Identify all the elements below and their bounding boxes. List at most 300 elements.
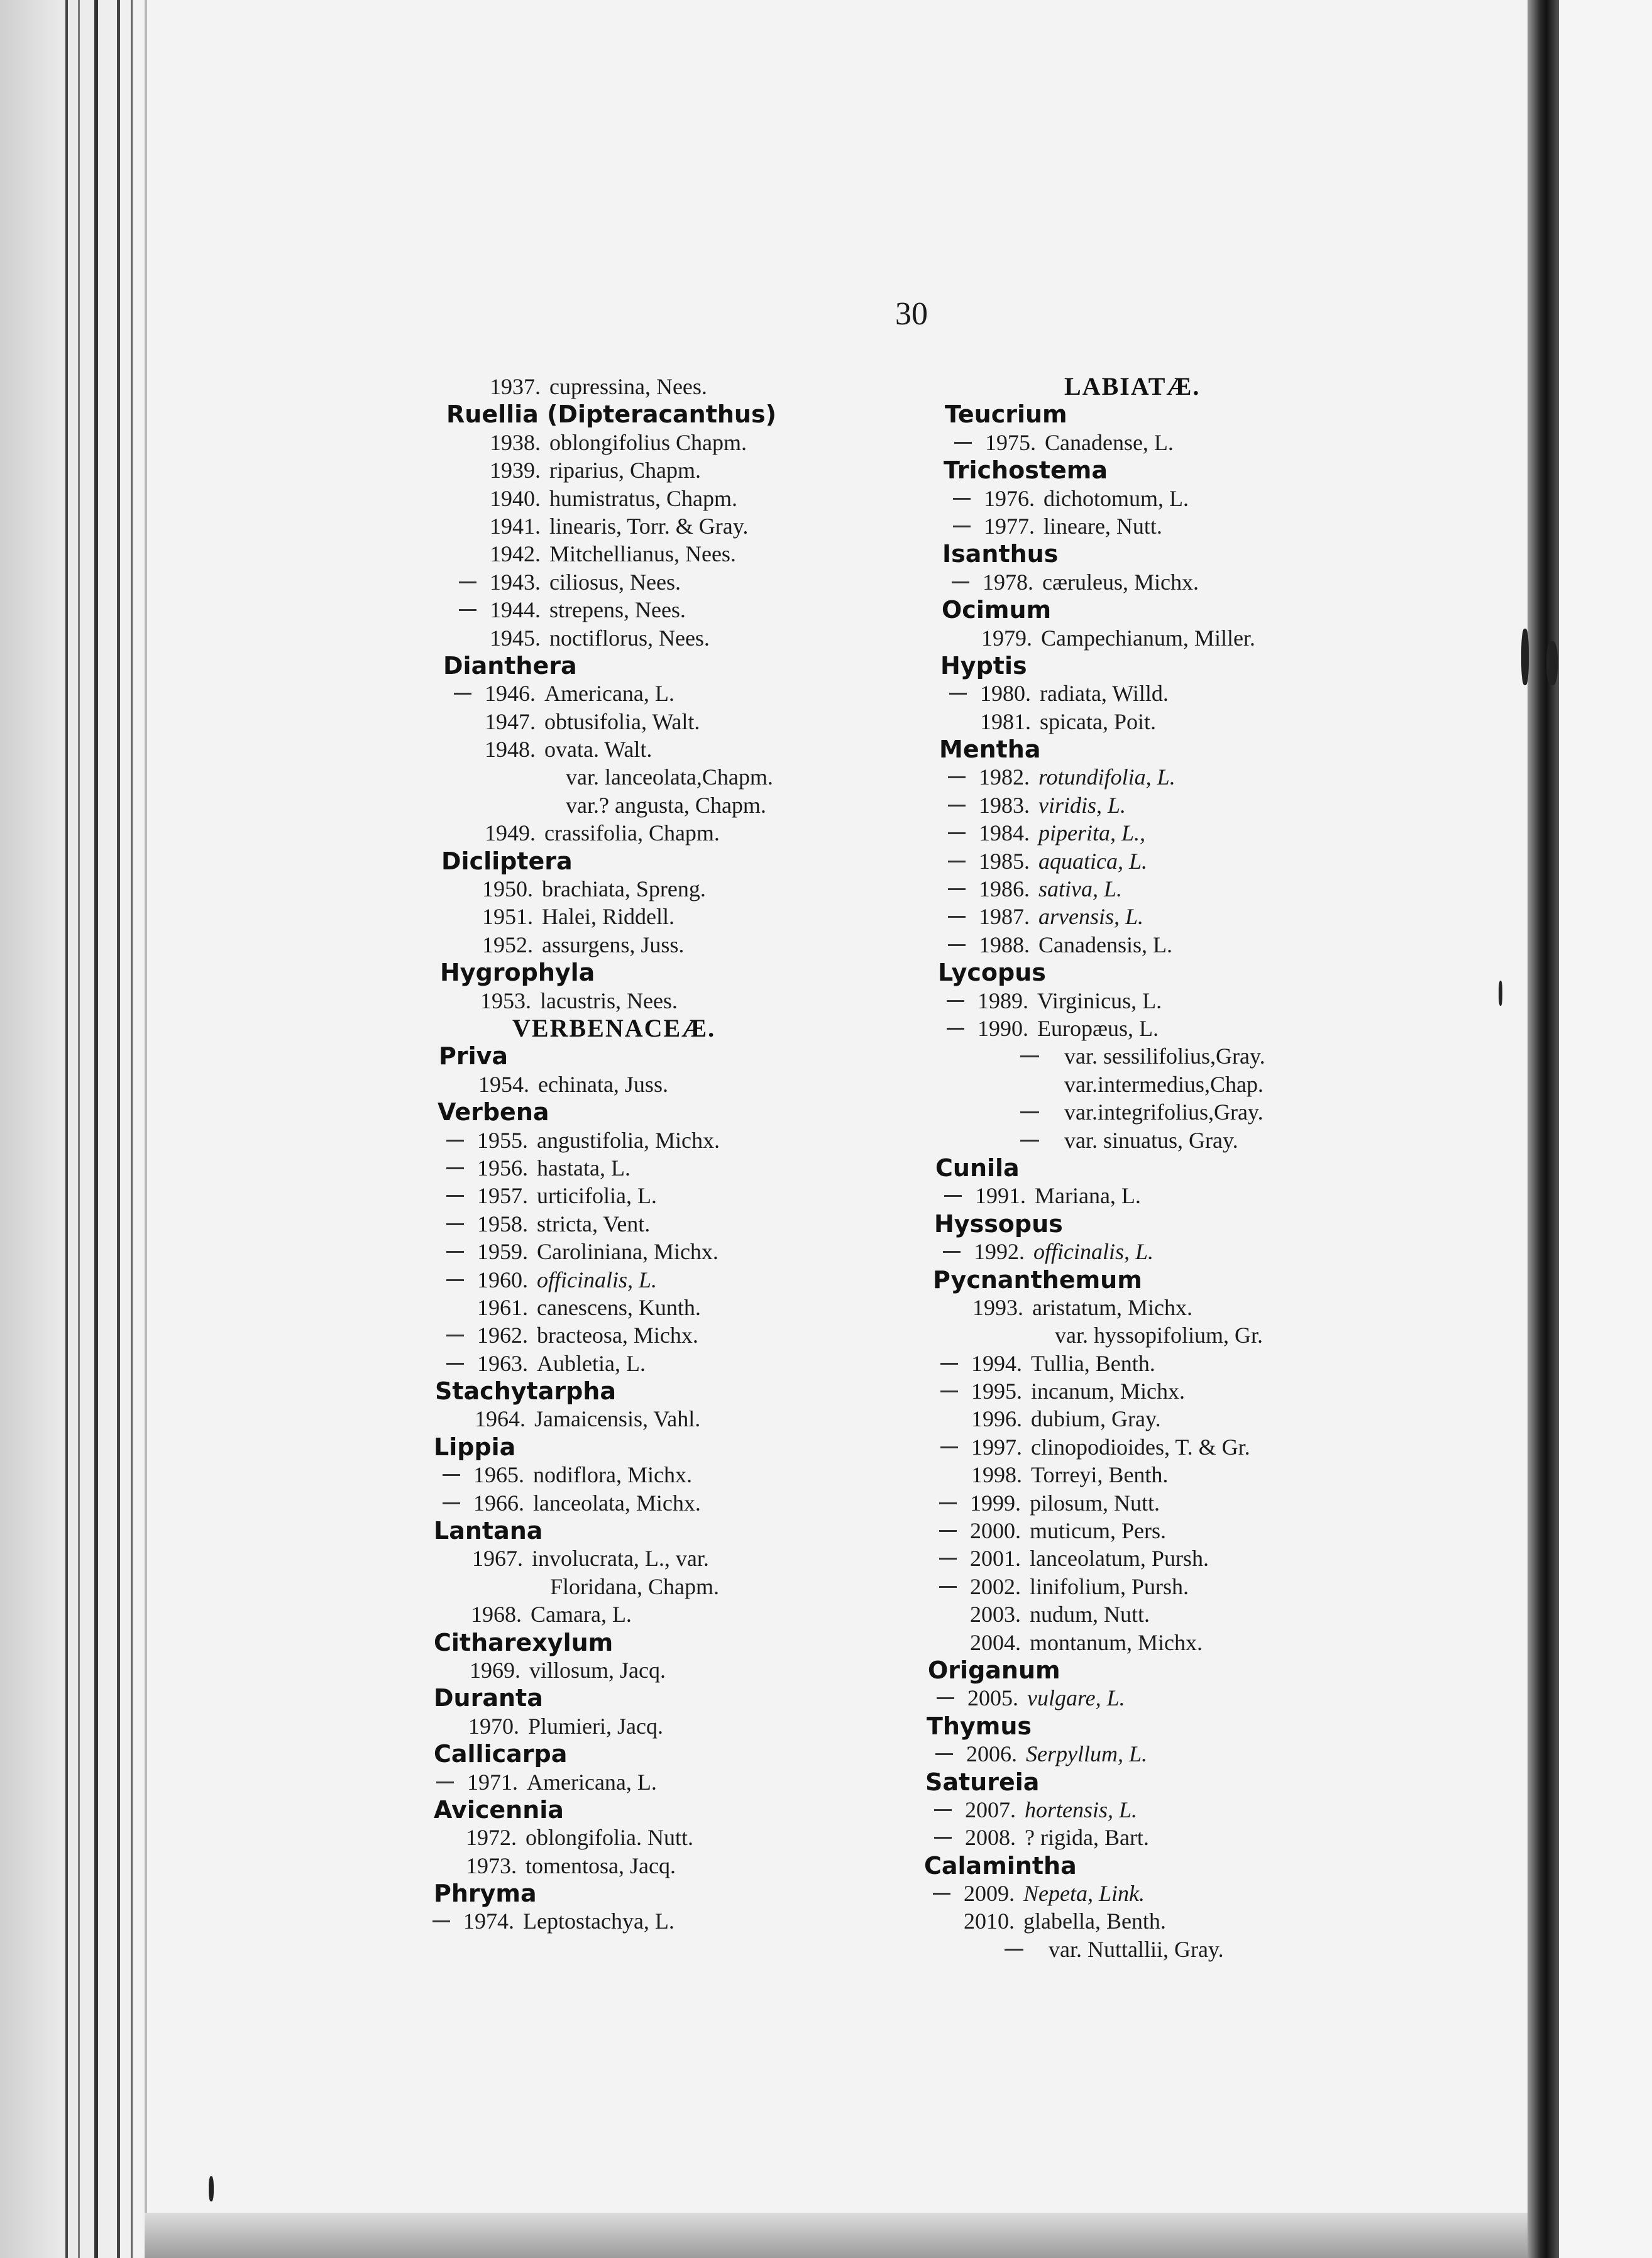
species-entry — [923, 1294, 1401, 1321]
species-number: 1999. — [970, 1490, 1021, 1516]
species-entry — [923, 1182, 1401, 1209]
species-name: lanceolatum, Pursh. — [1030, 1546, 1209, 1572]
page-edge-line — [94, 0, 98, 2258]
species-name: vulgare, L. — [1027, 1685, 1125, 1711]
species-name: bracteosa, Michx. — [537, 1323, 698, 1348]
species-name: ciliosus, Nees. — [549, 569, 681, 595]
species-entry — [434, 819, 911, 847]
variety-name: var. sinuatus, Gray. — [1064, 1127, 1238, 1153]
left-column — [434, 373, 911, 1936]
species-number: 1997. — [971, 1434, 1022, 1460]
family-heading: VERBENACEÆ. — [512, 1013, 716, 1042]
species-name: piperita, L., — [1038, 820, 1146, 846]
species-entry — [434, 1154, 911, 1182]
check-mark — [939, 1502, 957, 1504]
species-entry — [923, 763, 1401, 791]
species-name: Torreyi, Benth. — [1031, 1462, 1169, 1488]
species-number: 1939. — [490, 458, 541, 483]
species-number: 1978. — [983, 569, 1033, 595]
species-number: 1970. — [468, 1713, 519, 1739]
check-mark — [952, 581, 969, 583]
species-entry — [923, 1015, 1401, 1042]
page-bottom-shadow — [145, 2213, 1528, 2258]
species-name: Campechianum, Miller. — [1041, 625, 1255, 651]
species-entry — [923, 1545, 1401, 1572]
species-number: 1946. — [485, 681, 536, 707]
variety-name: Floridana, Chapm. — [550, 1573, 719, 1599]
species-number: 1969. — [470, 1657, 520, 1683]
species-entry — [434, 1294, 911, 1321]
genus-heading: Calamintha — [924, 1851, 1077, 1880]
page-edge-line — [131, 0, 133, 2258]
species-number: 1945. — [490, 625, 541, 651]
species-number: 2006. — [966, 1741, 1017, 1767]
species-number: 1967. — [472, 1546, 523, 1572]
check-mark — [954, 442, 972, 444]
check-mark — [446, 1167, 464, 1169]
species-entry — [434, 1656, 911, 1684]
check-mark — [446, 1363, 464, 1365]
species-name: Jamaicensis, Vahl. — [534, 1406, 701, 1432]
species-entry — [434, 429, 911, 456]
species-entry — [923, 1600, 1401, 1628]
species-name: aquatica, L. — [1038, 848, 1148, 874]
variety-name: var. hyssopifolium, Gr. — [1055, 1323, 1263, 1348]
genus-heading: Dianthera — [443, 651, 577, 680]
species-name: oblongifolia. Nutt. — [526, 1825, 693, 1851]
species-entry — [434, 987, 911, 1015]
species-entry — [923, 1433, 1401, 1461]
variety-name: var.intermedius,Chap. — [1064, 1071, 1264, 1097]
species-name: nudum, Nutt. — [1030, 1602, 1150, 1627]
genus-heading: Lantana — [434, 1517, 543, 1545]
species-name: muticum, Pers. — [1030, 1518, 1166, 1544]
check-mark — [947, 1000, 964, 1002]
species-number: 1989. — [977, 988, 1028, 1013]
check-mark — [939, 1586, 957, 1588]
species-entry — [434, 1071, 911, 1098]
species-entry — [923, 485, 1401, 512]
variety-entry — [923, 1321, 1401, 1349]
species-entry — [434, 1210, 911, 1238]
species-entry — [434, 568, 911, 596]
species-name: riparius, Chapm. — [549, 458, 701, 483]
check-mark — [459, 581, 476, 583]
species-number: 1957. — [477, 1183, 528, 1209]
species-entry — [923, 1517, 1401, 1545]
right-column — [923, 373, 1401, 1963]
species-number: 1962. — [477, 1323, 528, 1348]
species-name: radiata, Willd. — [1040, 681, 1169, 707]
species-number: 1952. — [482, 932, 533, 957]
species-name: noctiflorus, Nees. — [549, 625, 710, 651]
species-number: 2005. — [967, 1685, 1018, 1711]
check-mark — [446, 1195, 464, 1197]
species-entry — [434, 1126, 911, 1154]
species-number: 1959. — [477, 1239, 528, 1265]
species-entry — [434, 373, 911, 400]
species-entry — [434, 485, 911, 512]
species-name: aristatum, Michx. — [1032, 1294, 1192, 1320]
check-mark — [943, 1251, 961, 1253]
species-number: 1943. — [490, 569, 541, 595]
genus-heading: Pycnanthemum — [933, 1265, 1142, 1294]
check-mark — [459, 609, 476, 611]
book-binding-gutter — [1528, 0, 1559, 2258]
ink-speck — [209, 2176, 214, 2201]
species-number: 1955. — [477, 1127, 528, 1153]
species-name: villosum, Jacq. — [529, 1657, 666, 1683]
genus-heading: Avicennia — [434, 1795, 564, 1824]
species-number: 1961. — [477, 1294, 528, 1320]
species-entry — [434, 624, 911, 652]
species-entry — [923, 1684, 1401, 1712]
species-number: 1958. — [477, 1211, 528, 1236]
species-entry — [923, 429, 1401, 456]
genus-heading: Origanum — [928, 1656, 1060, 1684]
species-number: 1953. — [480, 988, 531, 1013]
variety-name: var. Nuttallii, Gray. — [1049, 1936, 1224, 1962]
species-number: 1998. — [971, 1462, 1022, 1488]
genus-heading: Dicliptera — [441, 847, 573, 875]
check-mark — [934, 1837, 952, 1839]
species-entry — [923, 1489, 1401, 1517]
species-name: obtusifolia, Walt. — [544, 708, 700, 734]
species-number: 1996. — [971, 1406, 1022, 1432]
check-mark — [948, 776, 966, 778]
species-number: 1954. — [478, 1071, 529, 1097]
species-number: 2001. — [970, 1546, 1021, 1572]
check-mark — [436, 1782, 454, 1783]
species-number: 1950. — [482, 876, 533, 902]
species-name: spicata, Poit. — [1040, 708, 1156, 734]
check-mark — [1020, 1140, 1039, 1142]
species-name: dichotomum, L. — [1044, 485, 1189, 511]
genus-heading: Callicarpa — [434, 1740, 568, 1768]
species-entry — [434, 512, 911, 540]
species-entry — [923, 512, 1401, 540]
species-name: crassifolia, Chapm. — [544, 820, 720, 846]
check-mark — [1005, 1949, 1023, 1951]
ink-speck — [1499, 981, 1502, 1006]
species-entry — [434, 1768, 911, 1796]
species-entry — [923, 1740, 1401, 1768]
check-mark — [933, 1893, 950, 1895]
species-name: assurgens, Juss. — [542, 932, 685, 957]
species-name: angustifolia, Michx. — [537, 1127, 720, 1153]
species-number: 1990. — [977, 1015, 1028, 1041]
left-page-edge — [0, 0, 151, 2258]
species-number: 2009. — [964, 1881, 1015, 1907]
species-entry — [434, 1405, 911, 1433]
species-name: Aubletia, L. — [537, 1350, 646, 1376]
genus-heading: Hyptis — [940, 651, 1027, 680]
species-number: 1981. — [980, 708, 1031, 734]
check-mark — [948, 944, 966, 946]
species-number: 2000. — [970, 1518, 1021, 1544]
check-mark — [948, 916, 966, 918]
species-number: 1971. — [467, 1769, 518, 1795]
species-number: 1963. — [477, 1350, 528, 1376]
species-entry — [434, 1712, 911, 1740]
species-number: 1994. — [971, 1350, 1022, 1376]
adjacent-page-edge — [1559, 0, 1652, 2258]
species-number: 1949. — [485, 820, 536, 846]
check-mark — [454, 693, 471, 695]
species-name: pilosum, Nutt. — [1030, 1490, 1160, 1516]
species-number: 1960. — [477, 1267, 528, 1292]
species-number: 1966. — [473, 1490, 524, 1516]
species-number: 1947. — [485, 708, 536, 734]
check-mark — [1020, 1111, 1039, 1113]
species-number: 1980. — [980, 681, 1031, 707]
species-number: 1944. — [490, 597, 541, 623]
check-mark — [949, 693, 967, 695]
species-name: officinalis, L. — [537, 1267, 658, 1292]
species-entry — [923, 1350, 1401, 1377]
check-mark — [432, 1920, 450, 1922]
species-name: clinopodioides, T. & Gr. — [1031, 1434, 1250, 1460]
variety-entry — [923, 1126, 1401, 1154]
genus-heading: Verbena — [438, 1098, 549, 1126]
genus-heading: Satureia — [925, 1768, 1040, 1796]
species-number: 1982. — [979, 764, 1030, 790]
species-entry — [923, 568, 1401, 596]
species-entry — [434, 680, 911, 707]
species-number: 1984. — [979, 820, 1030, 846]
genus-heading: Priva — [439, 1042, 509, 1071]
species-number: 1974. — [463, 1908, 514, 1934]
genus-heading: Cunila — [935, 1154, 1020, 1182]
species-number: 1988. — [979, 932, 1030, 957]
species-number: 1968. — [471, 1602, 522, 1627]
check-mark — [953, 526, 971, 527]
check-mark — [947, 1028, 964, 1030]
variety-entry — [434, 763, 911, 791]
variety-entry — [434, 791, 911, 819]
variety-entry — [923, 1071, 1401, 1098]
species-name: lanceolata, Michx. — [533, 1490, 701, 1516]
species-name: Serpyllum, L. — [1026, 1741, 1147, 1767]
species-name: canescens, Kunth. — [537, 1294, 701, 1320]
genus-heading: Ocimum — [942, 596, 1052, 624]
species-entry — [434, 1350, 911, 1377]
check-mark — [948, 861, 966, 862]
check-mark — [446, 1140, 464, 1142]
page-edge-line — [78, 0, 80, 2258]
variety-name: var. sessilifolius,Gray. — [1064, 1044, 1265, 1069]
species-entry — [923, 931, 1401, 959]
check-mark — [948, 832, 966, 834]
genus-heading: Mentha — [939, 735, 1041, 764]
species-name: Camara, L. — [531, 1602, 632, 1627]
genus-heading: Teucrium — [945, 400, 1067, 429]
variety-entry — [434, 1573, 911, 1600]
species-entry — [434, 540, 911, 568]
species-entry — [923, 1907, 1401, 1935]
species-name: Plumieri, Jacq. — [528, 1713, 663, 1739]
species-number: 1964. — [475, 1406, 526, 1432]
species-number: 1983. — [979, 792, 1030, 818]
check-mark — [446, 1223, 464, 1225]
species-number: 1965. — [473, 1462, 524, 1488]
check-mark — [940, 1363, 958, 1365]
species-entry — [923, 1629, 1401, 1656]
species-entry — [434, 735, 911, 763]
ink-speck — [1521, 629, 1529, 685]
species-name: urticifolia, L. — [537, 1183, 657, 1209]
species-name: Canadense, L. — [1045, 429, 1174, 455]
check-mark — [443, 1502, 460, 1504]
check-mark — [443, 1474, 460, 1476]
genus-heading: Stachytarpha — [435, 1377, 616, 1406]
genus-heading: Hyssopus — [934, 1209, 1063, 1238]
species-name: cupressina, Nees. — [549, 374, 707, 399]
species-name: brachiata, Spreng. — [542, 876, 706, 902]
check-mark — [948, 805, 966, 807]
genus-heading: Ruellia (Dipteracanthus) — [446, 400, 776, 429]
species-entry — [923, 1796, 1401, 1824]
species-name: tomentosa, Jacq. — [526, 1853, 676, 1878]
species-entry — [434, 1824, 911, 1851]
species-entry — [923, 680, 1401, 707]
check-mark — [939, 1530, 957, 1532]
species-name: linifolium, Pursh. — [1030, 1573, 1189, 1599]
species-entry — [923, 708, 1401, 735]
species-number: 2002. — [970, 1573, 1021, 1599]
species-name: Europæus, L. — [1037, 1015, 1159, 1041]
species-name: ? rigida, Bart. — [1025, 1825, 1149, 1851]
species-number: 2008. — [965, 1825, 1016, 1851]
genus-heading: Lippia — [434, 1433, 516, 1461]
species-name: humistratus, Chapm. — [549, 485, 737, 511]
species-number: 1942. — [490, 541, 541, 567]
genus-heading: Thymus — [927, 1712, 1032, 1740]
species-name: oblongifolius Chapm. — [549, 429, 747, 455]
species-entry — [923, 624, 1401, 652]
species-number: 1977. — [984, 513, 1035, 539]
species-number: 1993. — [972, 1294, 1023, 1320]
species-name: echinata, Juss. — [538, 1071, 668, 1097]
species-number: 1986. — [979, 876, 1030, 902]
species-number: 1995. — [971, 1379, 1022, 1404]
variety-name: var.integrifolius,Gray. — [1064, 1099, 1264, 1125]
genus-heading: Trichostema — [944, 456, 1108, 485]
check-mark — [940, 1446, 958, 1448]
check-mark — [446, 1251, 464, 1253]
species-entry — [923, 791, 1401, 819]
check-mark — [953, 498, 971, 500]
species-name: Leptostachya, L. — [523, 1908, 675, 1934]
check-mark — [940, 1391, 958, 1392]
species-name: Virginicus, L. — [1037, 988, 1162, 1013]
genus-heading: Duranta — [434, 1684, 543, 1712]
species-entry — [434, 456, 911, 484]
species-entry — [434, 1907, 911, 1935]
variety-name: var. lanceolata,Chapm. — [566, 764, 773, 790]
species-name: officinalis, L. — [1033, 1239, 1154, 1265]
ink-speck — [1546, 641, 1558, 685]
variety-entry — [923, 1098, 1401, 1126]
species-number: 1937. — [490, 374, 541, 399]
species-name: sativa, L. — [1038, 876, 1123, 902]
species-entry — [923, 1377, 1401, 1405]
species-name: stricta, Vent. — [537, 1211, 651, 1236]
check-mark — [934, 1809, 952, 1811]
species-entry — [434, 1461, 911, 1489]
species-number: 1976. — [984, 485, 1035, 511]
species-entry — [923, 875, 1401, 903]
species-name: hortensis, L. — [1025, 1797, 1138, 1822]
check-mark — [948, 888, 966, 890]
species-name: hastata, L. — [537, 1155, 631, 1181]
species-number: 1973. — [466, 1853, 517, 1878]
species-name: arvensis, L. — [1038, 904, 1144, 930]
variety-name: var.? angusta, Chapm. — [566, 792, 766, 818]
species-entry — [434, 1238, 911, 1265]
species-number: 1991. — [975, 1183, 1026, 1209]
genus-heading: Phryma — [434, 1880, 537, 1908]
species-entry — [434, 1545, 911, 1572]
species-entry — [434, 875, 911, 903]
species-entry — [434, 903, 911, 930]
species-name: viridis, L. — [1038, 792, 1126, 818]
check-mark — [935, 1753, 953, 1755]
species-name: Americana, L. — [544, 681, 675, 707]
species-entry — [434, 596, 911, 624]
species-name: involucrata, L., var. — [532, 1546, 709, 1572]
species-name: rotundifolia, L. — [1038, 764, 1176, 790]
species-number: 1938. — [490, 429, 541, 455]
variety-entry — [923, 1042, 1401, 1070]
species-name: lacustris, Nees. — [540, 988, 678, 1013]
species-name: nodiflora, Michx. — [533, 1462, 692, 1488]
species-entry — [434, 1852, 911, 1880]
species-name: ovata. Walt. — [544, 737, 653, 763]
species-name: Mariana, L. — [1035, 1183, 1141, 1209]
species-number: 1940. — [490, 485, 541, 511]
check-mark — [446, 1335, 464, 1336]
family-heading: LABIATÆ. — [1064, 372, 1201, 400]
species-name: Caroliniana, Michx. — [537, 1239, 719, 1265]
species-entry — [923, 1573, 1401, 1600]
species-number: 1979. — [981, 625, 1032, 651]
species-name: cæruleus, Michx. — [1042, 569, 1199, 595]
species-entry — [434, 1321, 911, 1349]
check-mark — [937, 1697, 954, 1699]
species-name: Mitchellianus, Nees. — [549, 541, 736, 567]
species-number: 1941. — [490, 513, 541, 539]
species-entry — [923, 819, 1401, 847]
species-name: montanum, Michx. — [1030, 1629, 1203, 1655]
check-mark — [446, 1279, 464, 1281]
variety-entry — [923, 1936, 1401, 1963]
species-number: 1985. — [979, 848, 1030, 874]
genus-heading: Lycopus — [938, 959, 1046, 987]
species-name: Nepeta, Link. — [1023, 1881, 1145, 1907]
species-entry — [923, 1461, 1401, 1489]
species-name: Halei, Riddell. — [542, 904, 675, 930]
species-number: 2003. — [970, 1602, 1021, 1627]
species-entry — [923, 1405, 1401, 1433]
check-mark — [1020, 1055, 1039, 1057]
species-entry — [434, 1489, 911, 1517]
species-entry — [923, 903, 1401, 930]
species-number: 2007. — [965, 1797, 1016, 1822]
species-name: linearis, Torr. & Gray. — [549, 513, 749, 539]
species-name: glabella, Benth. — [1023, 1908, 1166, 1934]
genus-heading: Isanthus — [942, 540, 1059, 568]
